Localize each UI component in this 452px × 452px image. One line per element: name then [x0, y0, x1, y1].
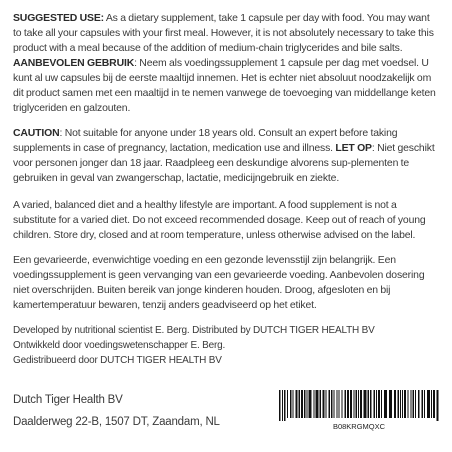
barcode-bar — [331, 390, 333, 418]
general-advice-en: A varied, balanced diet and a healthy lifestyle are important. A food supplement is not a substitute for a varied diet. Do not exceed recommended dosage. Keep out of reach of young children. Store dry, closed and at room temperature, unless otherwise advised on the label. — [13, 200, 426, 241]
barcode-bar — [415, 390, 416, 418]
barcode-bar — [398, 390, 400, 418]
barcode-bar — [347, 390, 349, 418]
barcode-bar — [418, 390, 420, 418]
barcode-bar — [293, 390, 294, 418]
barcode-bars — [277, 390, 441, 421]
barcode — [277, 390, 441, 436]
caution-label: CAUTION — [13, 128, 60, 139]
general-advice-nl: Een gevarieerde, evenwichtige voeding en een gezonde levensstijl zijn belangrijk. Een voedingssupplement is geen vervanging van een gevarieerde voeding. Aanbevolen dosering niet overschrijden. Buiten bereik van jonge kinderen houden. Droog, afgesloten en bij kamertemperatuur bewaren, tenzij anders geadviseerd op het etiket. — [13, 255, 425, 311]
caution-text-nl: : Niet geschikt voor personen jonger dan 18 jaar. Raadpleeg een deskundige alvorens sup-plementen te gebruiken in geval van zwangerschap, lactatie, medicijngebruik en ziekte. — [13, 143, 435, 184]
barcode-bar — [316, 390, 319, 418]
distributor-line-nl: Gedistribueerd door DUTCH TIGER HEALTH BV — [13, 355, 222, 366]
barcode-bar — [301, 390, 303, 418]
barcode-bar — [314, 390, 315, 418]
barcode-bar — [376, 390, 377, 418]
barcode-bar — [411, 390, 412, 418]
barcode-bar — [394, 390, 396, 418]
barcode-bar — [342, 390, 343, 418]
barcode-bar — [337, 390, 338, 418]
barcode-bar — [368, 390, 370, 418]
barcode-bar — [323, 390, 325, 418]
barcode-bar — [389, 390, 392, 418]
company-address: Daalderweg 22-B, 1507 DT, Zaandam, NL — [13, 416, 220, 428]
suggested-use-label: SUGGESTED USE: — [13, 13, 104, 24]
developer-info — [13, 323, 438, 368]
barcode-bar — [279, 390, 281, 421]
barcode-bar — [334, 390, 335, 418]
barcode-bar — [360, 390, 362, 418]
barcode-bar — [408, 390, 409, 418]
aanbevolen-gebruik-label: AANBEVOLEN GEBRUIK — [13, 58, 135, 69]
company-name: Dutch Tiger Health BV — [13, 394, 123, 406]
barcode-bar — [287, 390, 288, 418]
barcode-bar — [364, 390, 367, 418]
barcode-bar — [437, 390, 439, 421]
barcode-bar — [299, 390, 301, 418]
barcode-bar — [282, 390, 283, 421]
barcode-bar — [307, 390, 308, 418]
barcode-bar — [350, 390, 352, 418]
barcode-bar — [424, 390, 425, 418]
company-address-block — [13, 389, 220, 433]
barcode-bar — [384, 390, 387, 418]
barcode-bar — [404, 390, 406, 418]
barcode-bar — [345, 390, 347, 418]
caution-paragraph — [13, 126, 438, 186]
barcode-bar — [400, 390, 401, 418]
barcode-bar — [284, 390, 286, 421]
barcode-bar — [413, 390, 415, 418]
developer-line-nl: Ontwikkeld door voedingswetenschapper E. Berg. — [13, 340, 226, 351]
barcode-bar — [431, 390, 432, 418]
barcode-bar — [339, 390, 340, 418]
let-op-label: LET OP — [335, 143, 372, 154]
developer-line-en: Developed by nutritional scientist E. Berg. Distributed by DUTCH TIGER HEALTH BV — [13, 325, 375, 336]
footer — [13, 389, 439, 439]
barcode-bar — [320, 390, 322, 418]
barcode-bar — [422, 390, 424, 418]
barcode-bar — [378, 390, 380, 418]
barcode-bar — [381, 390, 382, 418]
barcode-bar — [329, 390, 331, 418]
suggested-use-text-en: As a dietary supplement, take 1 capsule per day with food. You may want to take all your capsules with your first meal. However, it is not absolutely necessary to take this product with a meal because of the addition of medium-chain triglycerides and bile salts. — [13, 13, 434, 54]
barcode-bar — [309, 390, 312, 418]
barcode-bar — [356, 390, 358, 418]
caution-text-en: : Not suitable for anyone under 18 years old. Consult an expert before taking supplements in case of pregnancy, lactation, medication use and illness. — [13, 128, 398, 154]
barcode-bar — [402, 390, 403, 418]
barcode-number: B08KRGMQXC — [332, 422, 386, 431]
barcode-bar — [326, 390, 327, 418]
barcode-bar — [370, 390, 372, 418]
barcode-bar — [354, 390, 355, 418]
suggested-use-paragraph — [13, 11, 438, 116]
barcode-bar — [304, 390, 306, 418]
suggested-use-text-nl: : Neem als voedingssupplement 1 capsule per dag met voedsel. U kunt al uw capsules bij de eerste maaltijd innemen. Het is echter niet absoluut noodzakelijk om dit product samen met een maaltijd in te nemen vanwege de toevoeging van middellange keten triglyceriden en galzouten. — [13, 58, 436, 114]
barcode-bar — [296, 390, 298, 418]
barcode-bar — [427, 390, 430, 418]
barcode-bar — [358, 390, 359, 418]
barcode-bar — [433, 390, 435, 418]
barcode-bar — [290, 390, 292, 418]
barcode-bar — [374, 390, 376, 418]
